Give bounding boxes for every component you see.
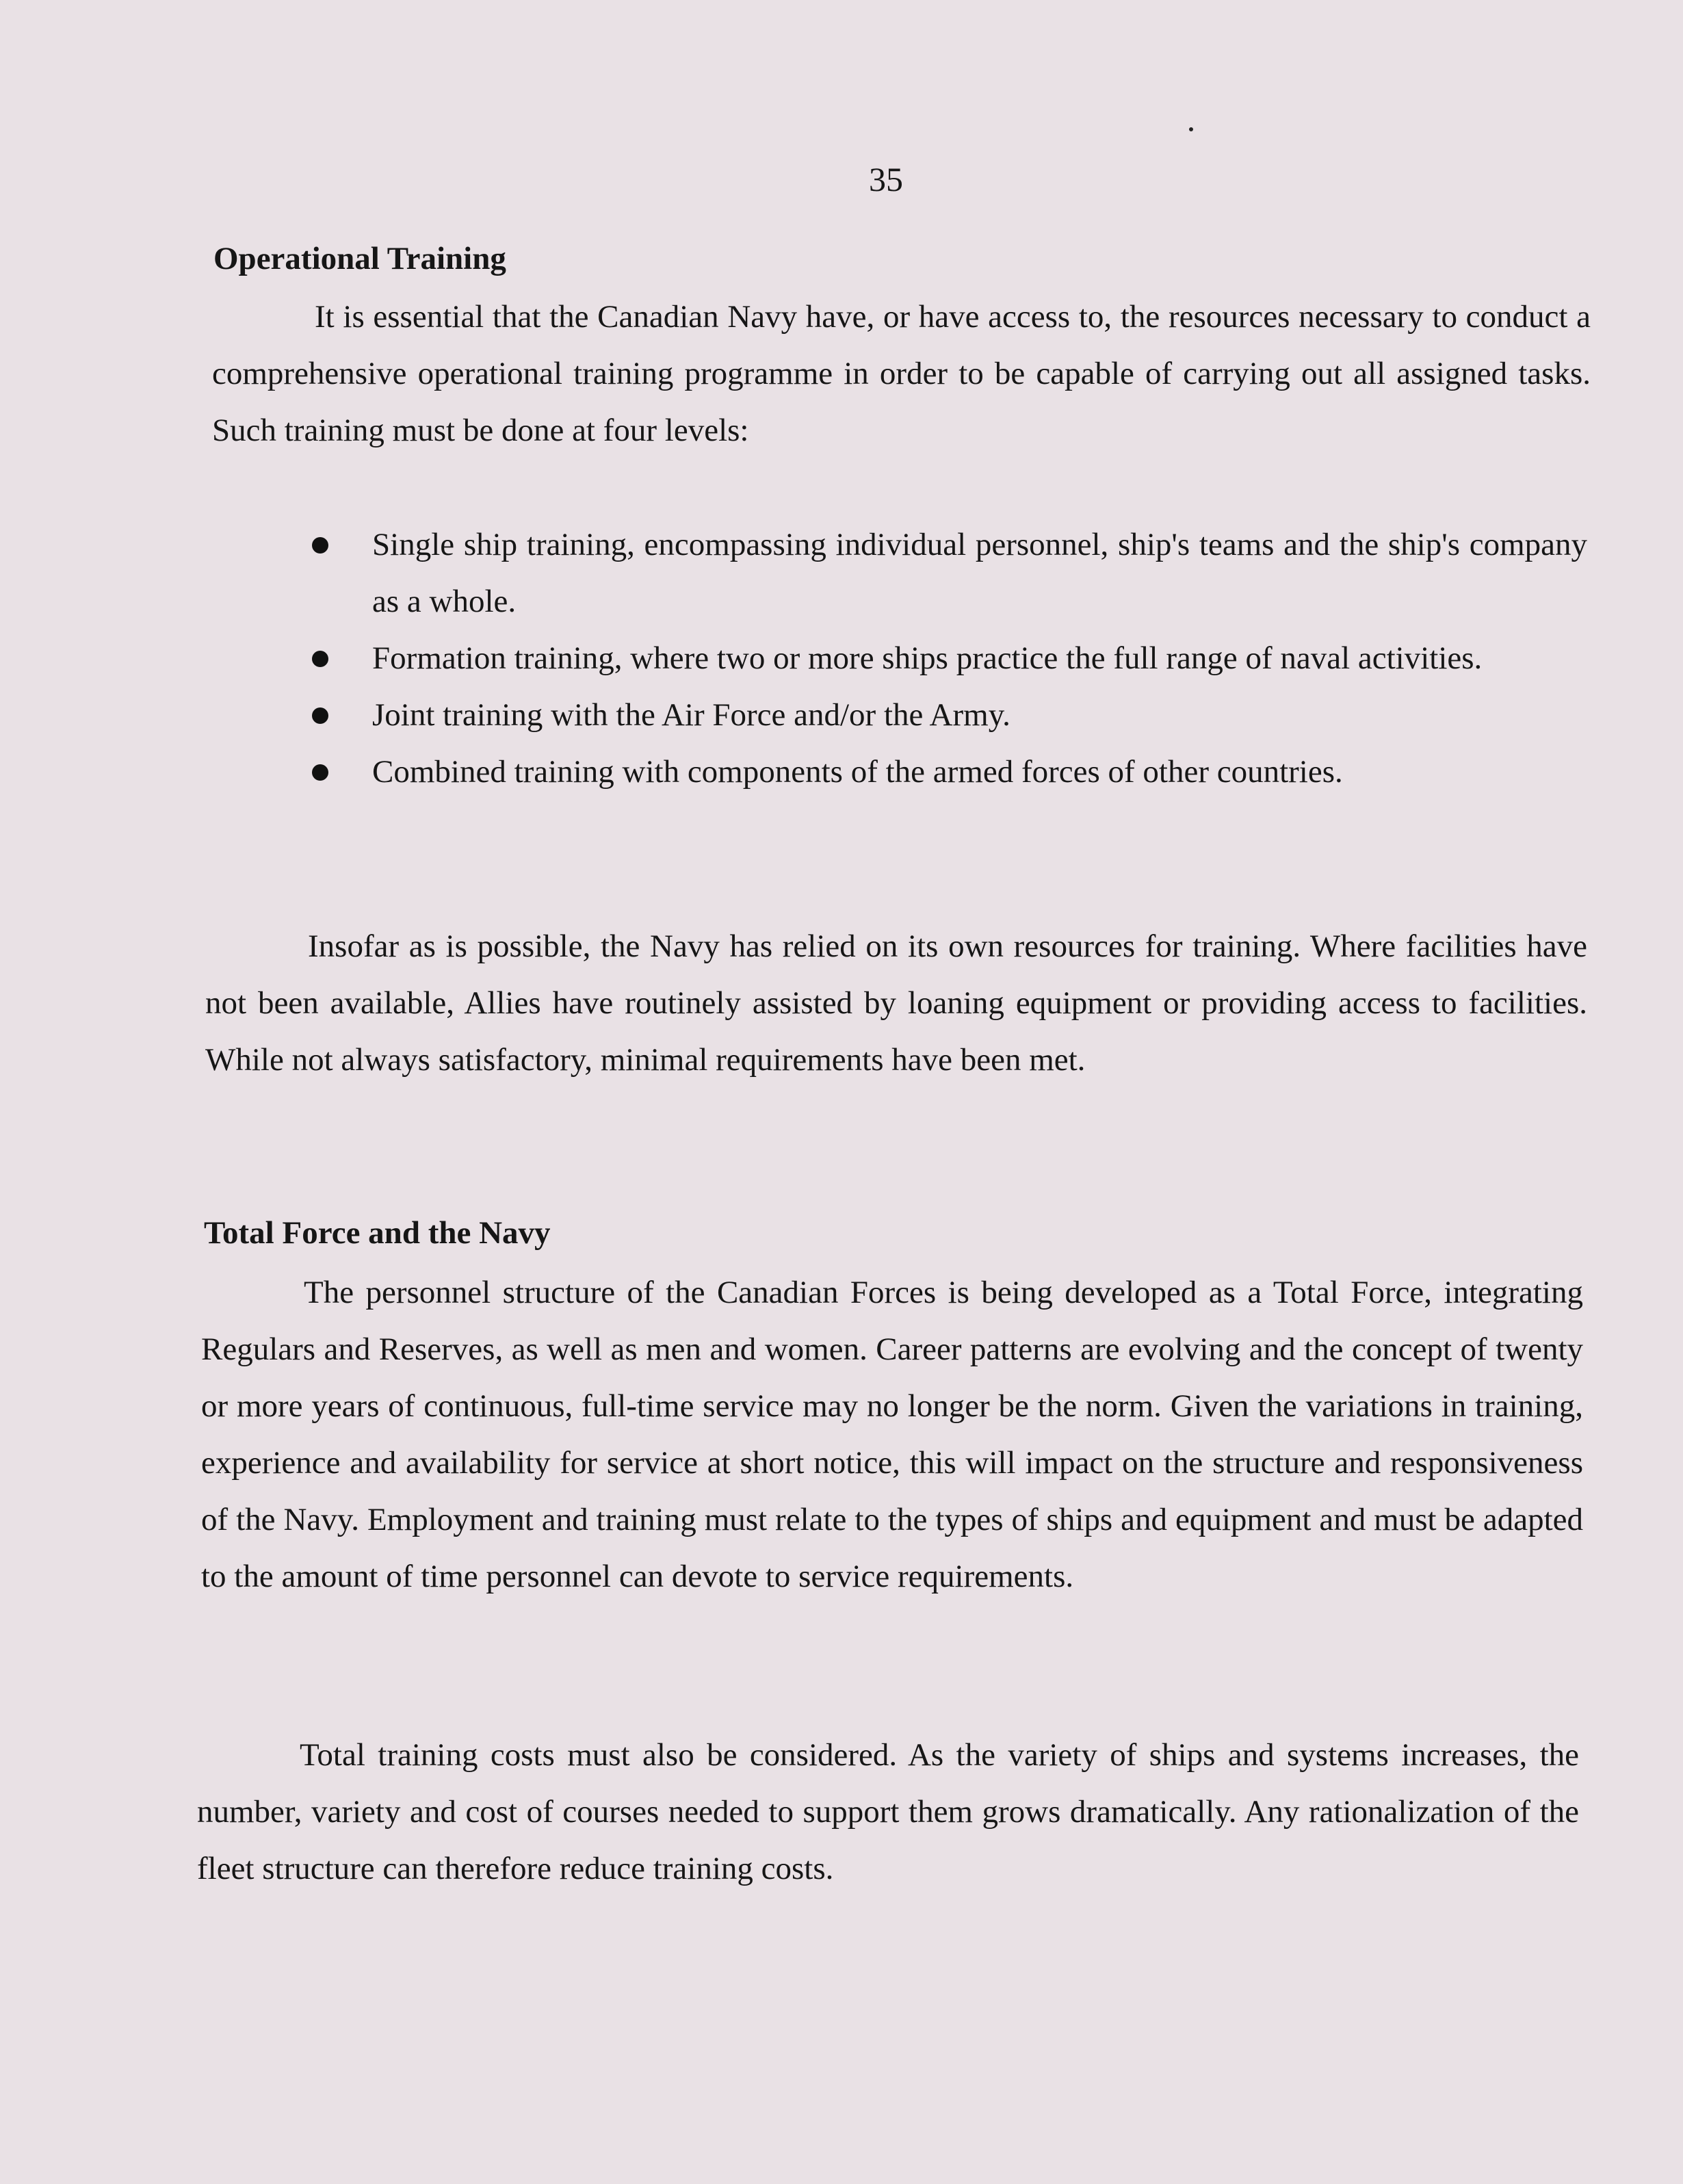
list-item [308, 687, 1587, 744]
bullet-icon [312, 537, 328, 554]
paragraph-operational-training-closing: Insofar as is possible, the Navy has relied on its own resources for training. Where facilities have not been available, Allies have routinely assisted by loaning equipment or providing access to facilities. While not always satisfactory, minimal requirements have been met. [205, 928, 1587, 1078]
list-item [308, 517, 1587, 630]
training-levels-list [308, 517, 1587, 801]
list-item-text: Formation training, where two or more ships practice the full range of naval activities. [372, 640, 1483, 676]
bullet-icon [312, 707, 328, 724]
page-number: 35 [869, 160, 903, 198]
paragraph-total-force: The personnel structure of the Canadian Forces is being developed as a Total Force, integrating Regulars and Reserves, as well as men and women. Career patterns are evolving and the concept of twenty or more years of continuous, full-time service may no longer be the norm. Given the variations in training, experience and availability for service at short notice, this will impact on the structure and responsiveness of the Navy. Employment and training must relate to the types of ships and equipment and must be adapted to the amount of time personnel can devote to service requirements. [201, 1275, 1583, 1594]
list-item-text: Joint training with the Air Force and/or the Army. [372, 697, 1010, 733]
section-heading-operational-training: Operational Training [213, 241, 506, 276]
bullet-icon [312, 764, 328, 781]
list-item-text: Combined training with components of the armed forces of other countries. [372, 754, 1343, 790]
list-item-text: Single ship training, encompassing individual personnel, ship's teams and the ship's company as a whole. [372, 527, 1587, 619]
paragraph-training-costs: Total training costs must also be considered. As the variety of ships and systems increases, the number, variety and cost of courses needed to support them grows dramatically. Any rationalization of the fleet structure can therefore reduce training costs. [197, 1737, 1579, 1886]
list-item [308, 630, 1587, 687]
page-speck [1189, 127, 1193, 131]
list-item [308, 744, 1587, 801]
section-heading-total-force: Total Force and the Navy [204, 1215, 551, 1251]
paragraph-operational-training-intro: It is essential that the Canadian Navy have, or have access to, the resources necessary to conduct a comprehensive operational training programme in order to be capable of carrying out all assigned tasks. Such training must be done at four levels: [212, 299, 1591, 448]
bullet-icon [312, 651, 328, 667]
